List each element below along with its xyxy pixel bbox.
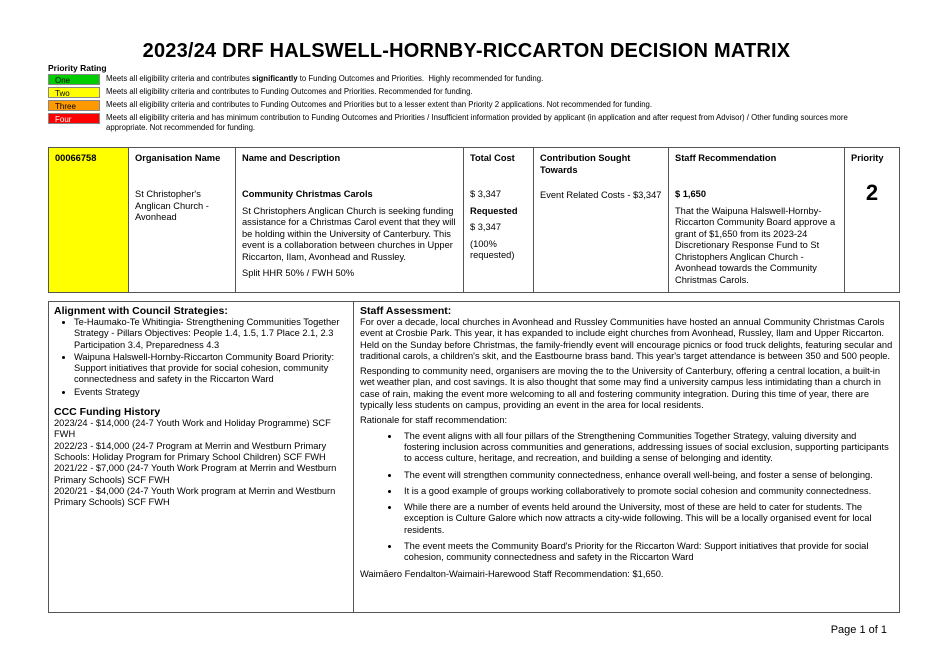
priority-header: Priority — [851, 153, 884, 163]
requested-amount: $ 3,347 — [470, 222, 502, 232]
alignment-heading: Alignment with Council Strategies: — [54, 305, 228, 317]
application-id: 00066758 — [55, 153, 97, 163]
rationale-item: • It is a good example of groups working collaboratively to promote social cohesion and community connectedness. — [400, 486, 893, 497]
priority-rating-legend — [48, 63, 888, 135]
priority-level-two — [48, 87, 888, 98]
funding-history-entry: 2022/23 - $14,000 (24-7 Program at Merrin and Westburn Primary Schools: Holiday Program for Primary School Children) SCF FWH — [54, 440, 327, 462]
staff-assessment-column — [354, 302, 899, 612]
priority-level-one — [48, 74, 888, 85]
contribution-value: Event Related Costs - $3,347 — [540, 190, 662, 200]
assessment-section — [48, 301, 900, 613]
name-description-header: Name and Description — [242, 153, 341, 163]
alignment-item: • Te-Haumako-Te Whitingia- Strengthening Communities Together Strategy - Pillars Objectives: People 1.4, 1.5, 1.7 Place 2.1, 2.3 Participation 3.4, Preparedness 4.3 — [74, 317, 348, 351]
funding-history-heading: CCC Funding History — [54, 406, 161, 419]
contribution-cell — [534, 148, 669, 293]
priority-description-one: Meets all eligibility criteria and contributes significantly to Funding Outcomes and Priorities. Highly recommended for funding. — [106, 74, 544, 83]
priority-description-four: Meets all eligibility criteria and has minimum contribution to Funding Outcomes and Priorities / Insufficient information provided by applicant (in application and after request from Advisor) / Other funding sources more appropriate. Not recommended for funding. — [106, 113, 848, 132]
contribution-header: Contribution Sought Towards — [540, 153, 631, 175]
alignment-list — [74, 317, 348, 398]
priority-cell — [845, 148, 900, 293]
assessment-paragraph: Responding to community need, organisers are moving the to the University of Canterbury, offering a central location, a built-in wet weather plan, and cost savings. It is also thought that some may find a university campus less intimidating than a church in case of rain, making the event more welcoming to all and fostering community integration. During this time of year, there are typically less students on campus, providing an event in the area for local residents. — [360, 366, 881, 411]
priority-value: 2 — [865, 180, 879, 205]
staff-recommendation-header: Staff Recommendation — [675, 153, 777, 163]
priority-description-two: Meets all eligibility criteria and contributes to Funding Outcomes and Priorities. Recommended for funding. — [106, 87, 473, 96]
page-number: Page 1 of 1 — [830, 624, 887, 636]
decision-matrix-table — [48, 147, 900, 293]
priority-swatch-three: Three — [48, 100, 100, 111]
name-description-cell — [236, 148, 464, 293]
assessment-paragraph: For over a decade, local churches in Avonhead and Russley Communities have hosted an annual Community Christmas Carols event at Crosbie Park. This year, it has expanded to include eight churches from Avonhead, Russley, Ilam and Upper Riccarton. Held on the Sunday before Christmas, the family-friendly event will encourage picnics or food truck delights, featuring secular and traditional carols, a children's skit, and the Eastbourne brass band. This year's target attendance is between 350 and 500 people. — [360, 317, 893, 361]
rationale-item: • The event aligns with all four pillars of the Strengthening Communities Together Strategy, valuing diversity and fostering inclusion across communities and generations, addressing issues of social exclusion, supporting participants to access culture, heritage, and recreation, and building a sense of belonging and identity. — [400, 431, 893, 465]
recommendation-text: That the Waipuna Halswell-Hornby-Riccarton Community Board approve a grant of $1,650 from its 2023-24 Discretionary Response Fund to St Christophers Anglican Church - Avonhead towards the Community Christmas Carols. — [675, 205, 836, 285]
assessment-closing: Waimāero Fendalton-Waimairi-Harewood Staff Recommendation: $1,650. — [360, 568, 664, 579]
priority-level-four — [48, 113, 888, 133]
funding-history-entry: 2020/21 - $4,000 (24-7 Youth Work program at Merrin and Westburn Primary Schools) SCF FWH — [54, 485, 336, 508]
alignment-item: • Events Strategy — [74, 387, 348, 398]
priority-description-three: Meets all eligibility criteria and contributes to Funding Outcomes and Priorities but to a lesser extent than Priority 2 applications. Not recommended for funding. — [106, 100, 653, 109]
priority-swatch-four: Four — [48, 113, 100, 124]
total-cost-cell — [464, 148, 534, 293]
application-id-cell — [49, 148, 129, 293]
organisation-header: Organisation Name — [135, 153, 221, 163]
rationale-item: • The event meets the Community Board's Priority for the Riccarton Ward: Support initiatives that provide for social cohesion, community connectedness and safety in the Riccarton Ward — [400, 541, 893, 564]
alignment-item: • Waipuna Halswell-Hornby-Riccarton Community Board Priority: Support initiatives that provide for social cohesion, community connectedness and safety in the Riccarton Ward — [74, 352, 348, 386]
funding-history-entry: 2023/24 - $14,000 (24-7 Youth Work and Holiday Programme) SCF FWH — [54, 418, 331, 440]
organisation-name: St Christopher's Anglican Church - Avonhead — [135, 189, 209, 222]
staff-assessment-heading: Staff Assessment: — [360, 305, 452, 317]
priority-level-three — [48, 100, 888, 111]
priority-swatch-two: Two — [48, 87, 100, 98]
organisation-cell — [129, 148, 236, 293]
requested-percentage: (100% requested) — [470, 238, 515, 260]
document-title: 2023/24 DRF HALSWELL-HORNBY-RICCARTON DECISION MATRIX — [142, 40, 791, 62]
requested-label: Requested — [470, 205, 518, 216]
rationale-list — [400, 431, 893, 564]
project-name: Community Christmas Carols — [242, 189, 373, 199]
funding-history-entry: 2021/22 - $7,000 (24-7 Youth Work Program at Merrin and Westburn Primary Schools) SCF FWH — [54, 463, 337, 485]
alignment-history-column — [49, 302, 354, 612]
rationale-item: • While there are a number of events held around the University, most of these are held to cater for students. The exception is Culture Galore which now attracts a city-wide following. This will be a locally organised event for local residents. — [400, 502, 893, 536]
recommendation-amount: $ 1,650 — [675, 189, 707, 199]
application-row — [49, 148, 900, 293]
total-cost-header: Total Cost — [470, 153, 515, 163]
priority-rating-heading: Priority Rating — [48, 63, 107, 73]
staff-recommendation-cell — [669, 148, 845, 293]
priority-swatch-one: One — [48, 74, 100, 85]
rationale-label: Rationale for staff recommendation: — [360, 415, 508, 426]
project-description: St Christophers Anglican Church is seeking funding assistance for a Christmas Carol event that they will be holding within the University of Canterbury. This event is a collaboration between churches in Upper Riccarton, Ilam, Avonhead and Russley. — [242, 205, 456, 262]
total-cost-value: $ 3,347 — [470, 189, 502, 199]
rationale-item: • The event will strengthen community connectedness, enhance overall well-being, and foster a sense of belonging. — [400, 470, 893, 481]
funding-split: Split HHR 50% / FWH 50% — [242, 268, 355, 278]
